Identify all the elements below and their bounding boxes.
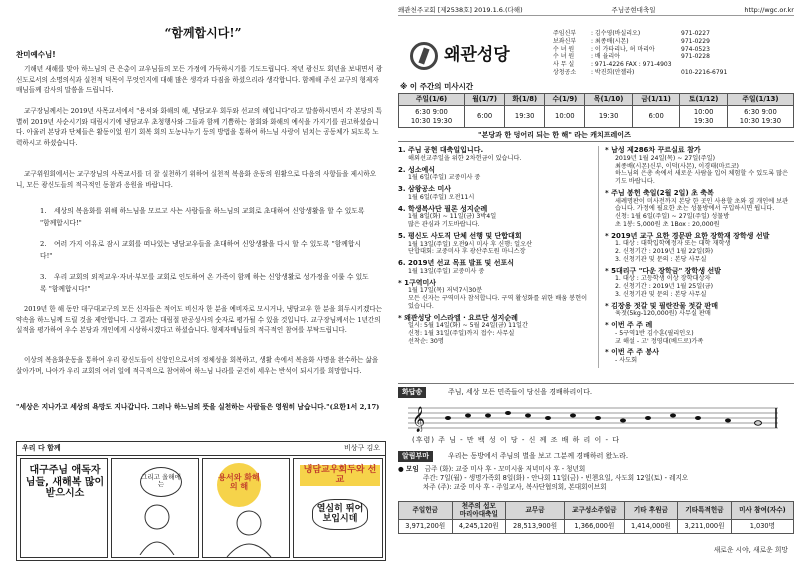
- psalm-text: 주님, 세상 모든 민족들이 당신을 경배하리이다.: [448, 388, 593, 396]
- paragraph: 2019년 한 해 동안 대구대교구의 모든 신자들은 적어도 비신자 한 분을 예비자로 모시거나, 냉담교우 한 분을 회두시키겠다는 약속을 하느님께 드릴 것을 제안합니다. 그 결과는 대림절 판공성사의 숫자로 평가될 수 있을 것입니다. 교구장님께서는 1년간의 실적을 평가하여 우수 본당과 개인에게 시상하시겠다고 하셨습니다. 형제자매님들의 적극적인 참여를 부탁드립니다.: [16, 305, 383, 335]
- list-item: 6. 2019년 선교 목표 발표 및 선포식 1월 13일(주일) 교중미사 중: [398, 259, 515, 275]
- speech-bubble: 대구주님 애독자님들, 새해복 많이 받으시소: [25, 465, 105, 499]
- list-item: * 5대리구 "다운 장학금" 장학생 선발 1. 대상 : 고등학생 이상 장학대상자 2. 신청기간 : 2019년 1월 25일(금) 3. 신청기관 및 문의 : 본당 사무실: [605, 266, 721, 298]
- staff-directory: [553, 30, 793, 77]
- staff-row: 수 녀 원 : 배 율리아 971-0228: [553, 53, 710, 61]
- speech-bubble: 용서와 화해의 해: [217, 463, 261, 507]
- staff-row: 사 무 실 : 971-4226 FAX : 971-4903: [553, 61, 672, 69]
- cartoon-panel: [293, 458, 383, 558]
- cartoon-title: 우리 다 함께: [22, 444, 61, 453]
- list-item: * 2019년 교구 요한 경문판 요한 장학재 장학생 선발 1. 대상 : 대학입학예정자 또는 대학 재학생 2. 신청기간 : 2019년 1월 22일(화) 3. 신청기관 및 문의 : 본당 사무실: [605, 231, 770, 263]
- list-item: 3. 삼왕공소 미사 1월 6일(주일) 오전11시: [398, 185, 475, 201]
- list-item: * 이번 주 주 봉사 - 사도회: [605, 348, 659, 364]
- church-name: 왜관성당: [444, 45, 510, 66]
- meetings: [398, 465, 794, 492]
- announcements-left-column: [398, 146, 594, 349]
- staff-row: 보좌신부 : 최종배(시몬) 971-0229: [553, 37, 710, 45]
- psalm-lyrics: (후렴) 주 님 - 만 백 성 이 당 - 신 께 조 배 하 리 이 - 다: [412, 436, 621, 444]
- list-item: 3. 우리 교회의 외적교우·자녀·부모를 교회로 인도하여 온 가족이 함께 하는 신앙생활로 성가정을 이룰 수 있도록 "함께합시다!": [40, 273, 369, 293]
- list-item: 1. 세상의 복음화를 위해 하느님을 모르고 사는 사람들을 하느님의 교회로 초대하여 신앙생활을 할 수 있도록 "함께합시다!": [40, 207, 365, 227]
- responsorial-psalm: [398, 383, 794, 469]
- speech-bubble: 냉담교우회두와 선교: [300, 465, 380, 486]
- list-item: * 1구역미사 1월 17일(목) 저녁7시30분 모든 신자는 구역미사 참석합니다. 구역 활성화를 위한 배움 봉헌이 있습니다.: [398, 278, 588, 310]
- list-item: * 이번 주 주 례 - 5구역1반 김수훈(필리인오) 교 해설 - 고' 정영대(베드로)가족: [605, 321, 704, 345]
- list-item: * 남성 제286차 꾸르실료 참가 2019년 1월 24일(목) ~ 27일(주일) 최종배(시몬)신부, 이덕(사몬), 이경태(마르코) 하느님의 은총 속에서 새로운 사람을 입어 체험할 수 있도록 많은 기도 바랍니다.: [605, 146, 789, 185]
- alleluia-text: 우리는 동방에서 주님의 별을 보고 그분께 경배하러 왔노라.: [448, 452, 629, 460]
- cartoon-panel: [20, 458, 108, 558]
- speech-bubble: 열심히 뛰어보입시데: [312, 499, 368, 530]
- scripture-quote: "세상은 지나가고 세상의 욕망도 지나갑니다. 그러나 하느님의 뜻을 실천하는 사람들은 영원히 남습니다."(요한1서 2,17): [16, 403, 380, 411]
- church-logo: [410, 38, 520, 74]
- list-item: * 왜관성당 이스라엘 · 요르단 성지순례 일시: 5월 14일(화) ~ 5월 24일(금) 11일간 신청: 1월 31일(주일)까지 접수: 사무실 선착순: 30명: [398, 313, 528, 345]
- announcements: [398, 141, 794, 383]
- announcements-right-column: [598, 146, 794, 368]
- paragraph: 교구위원회에서는 교구장님의 사목교서를 더 잘 실천하기 위하여 실천적 복음화 운동의 원활으로 다음의 사항들을 제시하오니, 모든 광신도들의 적극적인 동참과 응원을 바랍니다.: [16, 170, 377, 189]
- list-item: 1. 주님 공현 대축일입니다. 해외선교주일을 위한 2차헌금이 있습니다.: [398, 146, 522, 162]
- table-row: 6:30 9:00 10:30 19:30 6:00 19:30 10:00 19:30 6:00 10:00 19:30 6:30 9:00 10:30 19:30: [399, 106, 794, 128]
- music-staff: [408, 404, 778, 432]
- offering-table: [398, 501, 794, 534]
- feast-name: 주님공현대축일: [611, 6, 656, 14]
- list-item: 주간: 7일(월) - 생명가족회 8일(화) - 안나회 11일(금) - 빈첸요일, 사도회 12일(토) - 레지오: [423, 473, 689, 482]
- paragraph: 이상의 복음화운동을 통하여 우리 광신도들이 신앙인으로서의 정체성을 회복하고, 생활 속에서 복음화 사명을 완수하는 삶을 살아가며, 나아가 우리 교회의 여러 일에 적극적으로 참여하여 하느님 나라를 굳건히 세우는 반석이 되시기를 희망합니다.: [16, 356, 379, 375]
- issue-info: 왜관천주교회 [제2538호] 2019.1.6.(다해): [398, 6, 523, 14]
- character-figure: [132, 503, 182, 555]
- footer-slogan: 새로운 시야, 새로운 희망: [713, 546, 788, 554]
- list-item: ● 모임 금주 (화): 교중 미사 후 - 꼬미시움 저녁미사 후 - 청년회: [398, 465, 586, 473]
- table-row: 3,971,200원 4,245,120원 28,513,900원 1,366,000원 1,414,000원 3,211,000원 1,030명: [399, 520, 794, 534]
- greeting: 찬미예수님!: [16, 50, 56, 59]
- church-logo-icon: [410, 42, 438, 70]
- staff-row: 수 녀 원 : 이 가타리나, 허 마리아 974-0523: [553, 45, 710, 53]
- bulletin-page: [398, 4, 794, 561]
- list-item: 4. 학생복사단 필론 성지순례 1월 8일(화) ~ 11일(금) 3박4일 많은 관심과 기도바랍니다.: [398, 204, 497, 228]
- table-header-row: 주일헌금 천주의 섭모 마리아대축일 교무금 교구성소주일금 기타 후원금 기타특적헌금 미사 참여(자수): [399, 502, 794, 520]
- svg-text:𝄞: 𝄞: [412, 407, 426, 432]
- list-item: 차주 (주): 교중 미사 후 - 주일교사, 복사단협의회, 본대회이브회: [423, 482, 607, 491]
- alleluia-label: 알림부마: [398, 451, 433, 462]
- bulletin-header: [398, 6, 794, 16]
- paragraph: 기해년 새해를 맞아 하느님의 큰 은총이 교우님들의 모든 가정에 가득하시기를 기도드립니다. 작년 광신도 회년을 보내면서 광신도로서의 소명의식과 실천적 덕목이 무엇인지에 대해 많은 생각과 다짐을 하셨으리라 생각합니다. 함께해 주신 교구의 형제자매님들께 감사의 말씀을 드립니다.: [16, 65, 383, 95]
- motto: "본당과 한 덩어리 되는 한 해" 라는 캐치프레이즈: [478, 131, 631, 139]
- psalm-label: 화답송: [398, 387, 426, 398]
- mass-schedule-table: [398, 93, 794, 128]
- staff-row: 상청공소 : 박진희(안젤라) 010-2216-6791: [553, 68, 728, 76]
- paragraph: 교구장님께서는 2019년 사목교서에서 "용서와 화해의 해, 냉담교우 회두와 선교의 해입니다"라고 말씀하시면서 각 본당의 특별히 2019년 사순시기와 대림시기에 냉담교우 초청행사와 그들과 함께 기쁨하는 참회와 화해의 예식을 가지기를 권고하셨습니다. 아울러 본당과 단체들은 활동이었 원기 회복 회의 도농나누기 등의 방법을 통하여 하느님 사랑이 넘치는 공동체가 되도록 노력하시고 하셨습니다.: [16, 107, 382, 147]
- list-item: 5. 평신도 사도직 단체 선행 및 단합대회 1월 13일(주일) 오전9시 미사 후 신행: 일오산 단합대회: 교중미사 후 광산주도원 마니스장: [398, 231, 533, 256]
- list-item: 2. 여러 가지 이유로 잠시 교회를 떠나있는 냉담교우들을 초대하여 신앙생활을 다시 할 수 있도록 "함께합시다!": [40, 240, 361, 260]
- cartoon-panel: [111, 458, 199, 558]
- mass-schedule-title: ※ 이 주간의 미사시간: [400, 82, 474, 91]
- cartoon-header: [17, 442, 385, 456]
- cartoon-panel: [202, 458, 290, 558]
- staff-row: 주임신부 : 김수영(바실리오) 971-0227: [553, 30, 710, 37]
- list-item: * 주님 봉헌 축일(2월 2일) 초 축복 세례명판이 미사전까지 본당 한 곳인 사용할 초와 결 개인에 보관 습니다. 가정에 필요한 초는 성물방에서 구입하시면 됩니다. 신청: 1월 6일(주일) ~ 27일(주일) 성물방 초 1봉: 5,000원 초 1Box : 20,000원: [605, 188, 789, 228]
- speech-bubble: 그리고 올해에는: [140, 467, 182, 497]
- website-link[interactable]: http://wgc.or.kr: [744, 6, 794, 14]
- character-figure: [221, 509, 277, 557]
- list-item: * 김장용 젓갈 및 필란잔물 젓갈 판매 육젓(5kg-120,000원) 사무실 판매: [605, 301, 718, 318]
- page-title: “함께합시다!”: [164, 26, 242, 40]
- list-item: 2. 성소예식 1월 6일(주일) 교중미사 중: [398, 165, 481, 182]
- cartoon-strip: [16, 441, 386, 561]
- table-header-row: 주일(1/6) 월(1/7) 화(1/8) 수(1/9) 목(1/10) 금(1/11) 토(1/12) 주일(1/13): [399, 94, 794, 106]
- cartoon-author: 비상구 김오: [343, 444, 380, 453]
- editorial-page: [8, 6, 392, 561]
